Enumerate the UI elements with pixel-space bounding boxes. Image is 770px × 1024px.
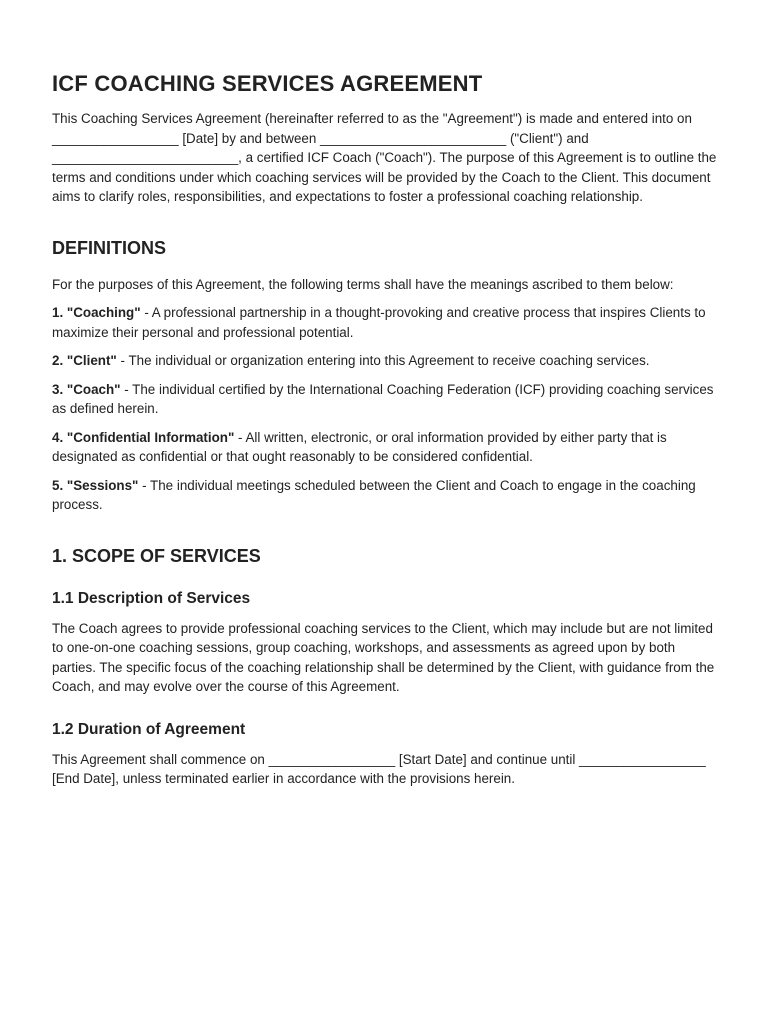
- definitions-lead: For the purposes of this Agreement, the following terms shall have the meanings ascribed to them below:: [52, 276, 674, 292]
- subsection-paragraph-description: The Coach agrees to provide professional coaching services to the Client, which may include but are not limited to one-on-one coaching sessions, group coaching, workshops, and assessments as agreed upon by both parties. The specific focus of the coaching relationship shall be determined by the Client, with guidance from the Coach, and may evolve over the course of this Agreement.: [52, 620, 715, 694]
- scope-heading: 1. SCOPE OF SERVICES: [52, 545, 261, 566]
- definition-item-coaching: [52, 303, 718, 342]
- definition-term: 5. "Sessions": [52, 477, 139, 493]
- definition-text: - The individual meetings scheduled between the Client and Coach to engage in the coaching process.: [52, 477, 696, 512]
- definition-item-confidential-information: [52, 428, 718, 467]
- definition-text: - A professional partnership in a thought-provoking and creative process that inspires Clients to maximize their personal and professional potential.: [52, 305, 706, 340]
- subsection-heading-description: 1.1 Description of Services: [52, 589, 251, 607]
- definition-term: 1. "Coaching": [52, 305, 141, 320]
- definition-term: 4. "Confidential Information": [52, 429, 235, 445]
- definition-text: - All written, electronic, or oral information provided by either party that is designated as confidential or that ought reasonably to be considered confidential.: [52, 429, 667, 464]
- intro-paragraph: This Coaching Services Agreement (hereinafter referred to as the "Agreement") is made and entered into on _________________ [Date] by and between _________________________ ("Client") and _________________________, a certified ICF Coach ("Coach"). The purpose of this Agreement is to outline the terms and conditions under which coaching services will be provided by the Coach to the Client. This document aims to clarify roles, responsibilities, and expectations to foster a professional coaching relationship.: [52, 111, 717, 204]
- document-title: ICF COACHING SERVICES AGREEMENT: [52, 71, 483, 96]
- definition-term: 2. "Client": [52, 353, 117, 368]
- subsection-paragraph-duration: This Agreement shall commence on _________________ [Start Date] and continue until _________________ [End Date], unless terminated earlier in accordance with the provisions herein.: [52, 751, 706, 786]
- definition-item-coach: [52, 380, 718, 419]
- definition-text: - The individual or organization entering into this Agreement to receive coaching services.: [116, 353, 650, 368]
- definitions-heading: DEFINITIONS: [52, 237, 167, 258]
- definition-item-client: [52, 351, 718, 371]
- definition-item-sessions: [52, 476, 718, 515]
- definition-term: 3. "Coach": [52, 381, 121, 397]
- subsection-heading-duration: 1.2 Duration of Agreement: [52, 720, 246, 738]
- definition-text: - The individual certified by the International Coaching Federation (ICF) providing coaching services as defined herein.: [52, 381, 714, 416]
